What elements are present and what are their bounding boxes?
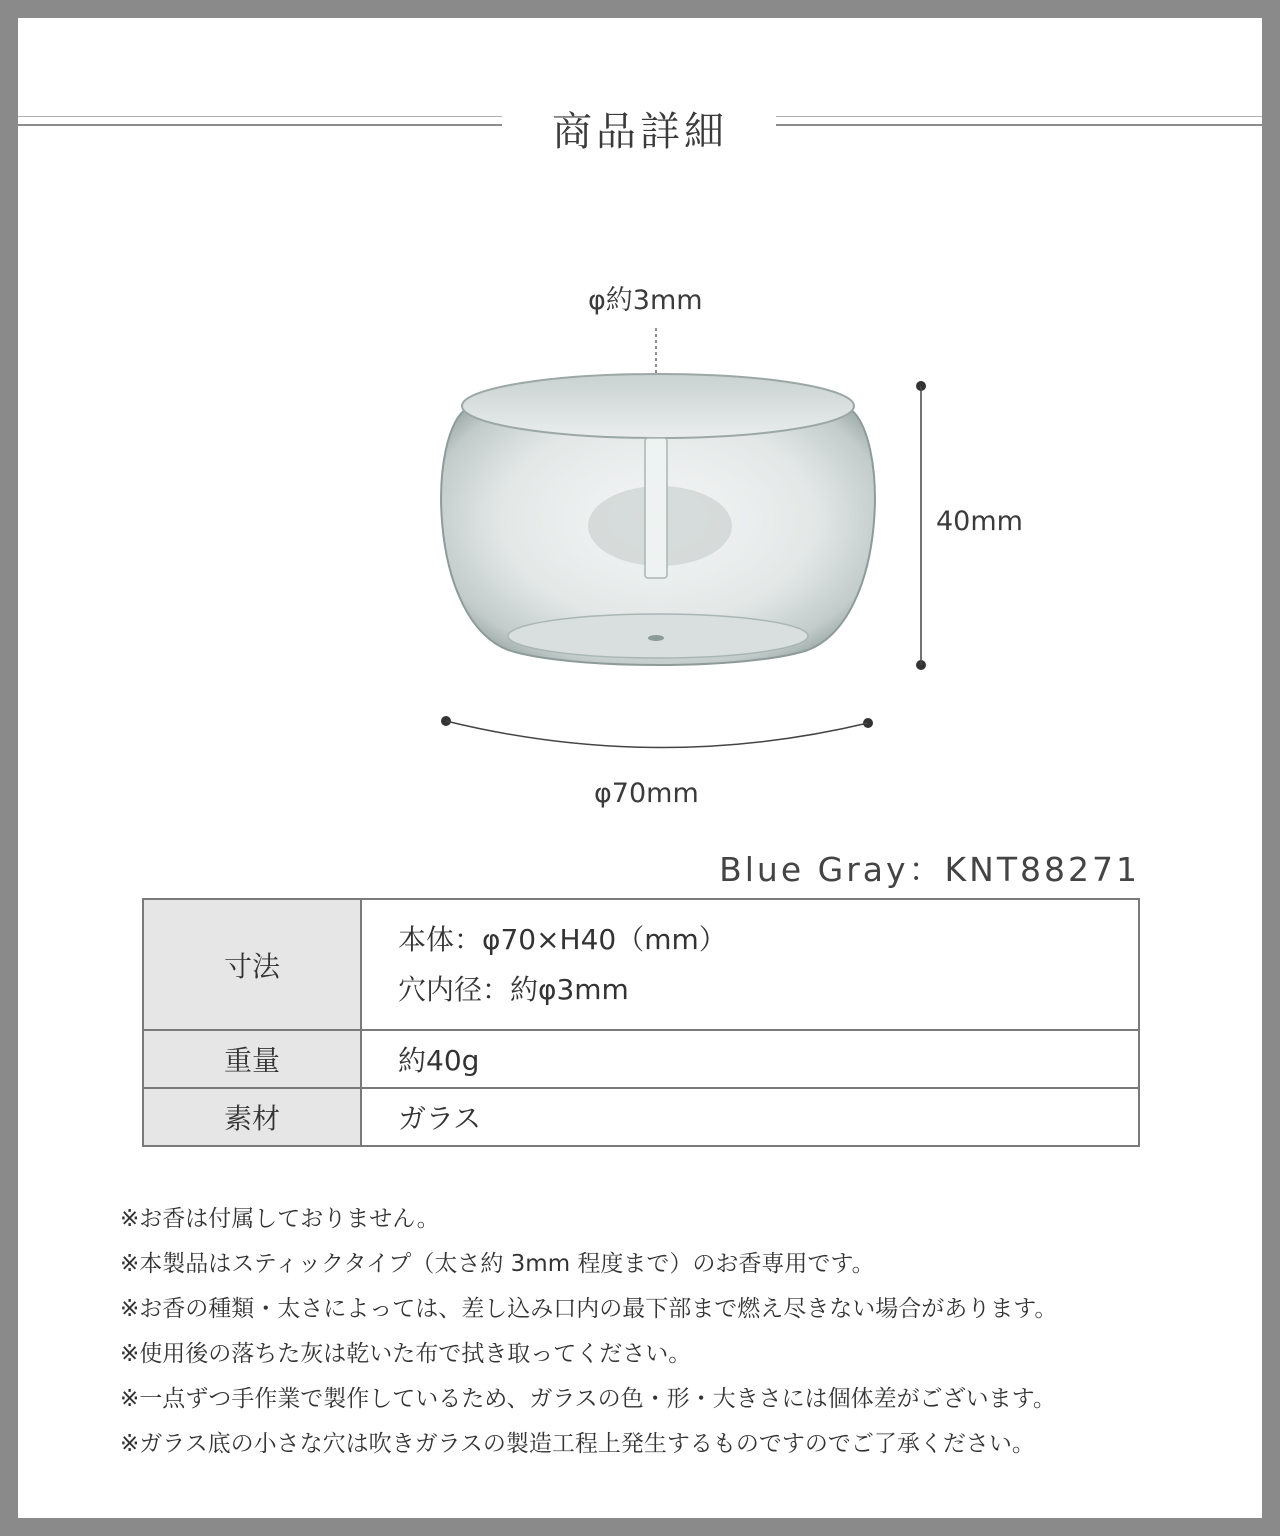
hole-diameter-label: φ約3mm	[588, 285, 703, 316]
width-label: φ70mm	[594, 778, 699, 809]
spec-key-material: 素材	[143, 1088, 361, 1146]
width-dimension-line	[446, 721, 868, 748]
spec-key-weight: 重量	[143, 1030, 361, 1088]
table-row	[143, 1030, 1139, 1088]
glass-top-rim	[462, 374, 854, 438]
notes-list	[120, 1200, 1057, 1470]
section-title: 商品詳細	[552, 109, 728, 155]
table-row	[143, 899, 1139, 1030]
spec-key-dimensions: 寸法	[143, 899, 361, 1030]
incense-tube	[645, 438, 667, 578]
list-item: ※使用後の落ちた灰は乾いた布で拭き取ってください。	[120, 1341, 692, 1367]
spec-value-line: 本体：φ70×H40（mm）	[398, 922, 727, 956]
spec-value-weight: 約40g	[361, 1030, 1139, 1088]
list-item: ※一点ずつ手作業で製作しているため、ガラスの色・形・大きさには個体差がございます。	[120, 1386, 1056, 1412]
list-item: ※ガラス底の小さな穴は吹きガラスの製造工程上発生するものですのでご了承ください。	[120, 1431, 1035, 1457]
table-row	[143, 1088, 1139, 1146]
spec-table	[142, 898, 1140, 1147]
product-detail-card	[18, 18, 1262, 1518]
height-label: 40mm	[936, 506, 1023, 537]
model-number: Blue Gray：KNT88271	[719, 850, 1140, 889]
list-item: ※お香は付属しておりません。	[120, 1206, 440, 1232]
spec-value-dimensions	[361, 899, 1139, 1030]
glass-incense-holder-illustration	[398, 258, 1058, 838]
product-dimension-diagram	[398, 258, 1058, 838]
list-item: ※お香の種類・太さによっては、差し込み口内の最下部まで燃え尽きない場合があります。	[120, 1296, 1058, 1322]
spec-value-material: ガラス	[361, 1088, 1139, 1146]
spec-value-line: 穴内径：約φ3mm	[398, 972, 629, 1006]
list-item: ※本製品はスティックタイプ（太さ約 3mm 程度まで）のお香専用です。	[120, 1251, 875, 1277]
